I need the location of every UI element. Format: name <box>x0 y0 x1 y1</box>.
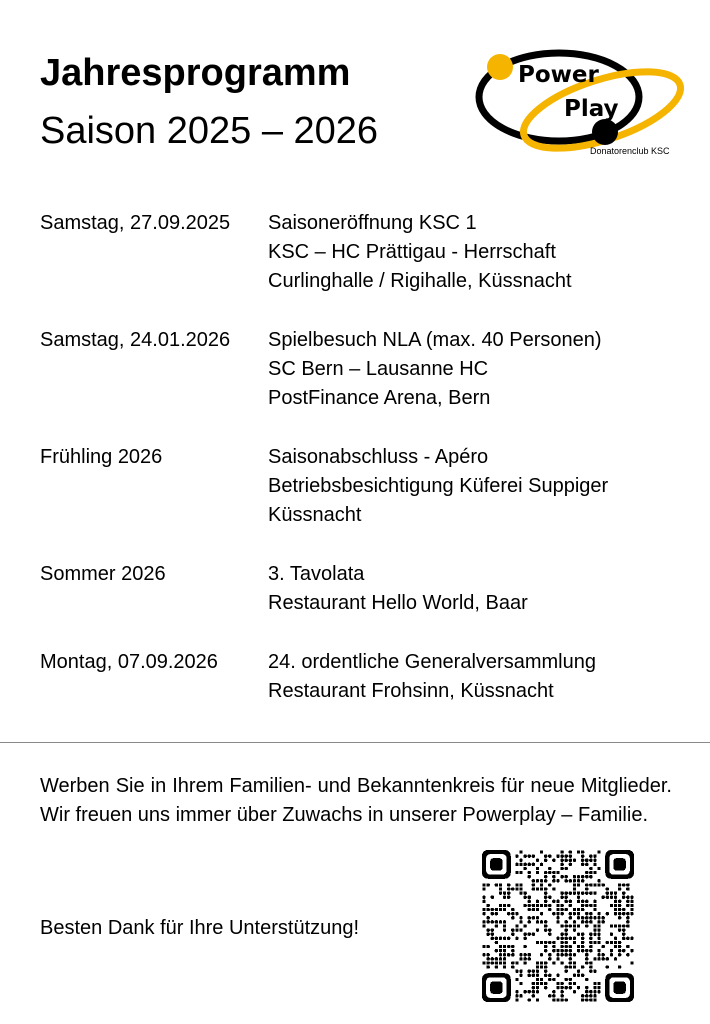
event-title: 24. ordentliche Generalversammlung <box>268 651 596 673</box>
logo-caption: Donatorenclub KSC <box>590 146 670 156</box>
event-item <box>40 648 680 706</box>
event-details <box>268 443 608 530</box>
event-title: Saisoneröffnung KSC 1 <box>268 212 477 234</box>
event-list <box>40 209 680 736</box>
recruitment-message: Werben Sie in Ihrem Familien- und Bekanntenkreis für neue Mitglieder. Wir freuen uns immer über Zuwachs in unserer Powerplay – Familie. <box>40 775 672 826</box>
event-item <box>40 326 680 413</box>
event-location: Restaurant Frohsinn, Küssnacht <box>268 680 554 702</box>
event-title: Saisonabschluss - Apéro <box>268 446 489 468</box>
event-title: Spielbesuch NLA (max. 40 Personen) <box>268 329 602 351</box>
event-date: Frühling 2026 <box>40 446 163 468</box>
event-date: Samstag, 27.09.2025 <box>40 212 231 234</box>
event-location: Küssnacht <box>268 504 362 526</box>
event-title: 3. Tavolata <box>268 563 365 585</box>
event-details <box>268 560 528 618</box>
event-item <box>40 209 680 296</box>
event-date: Samstag, 24.01.2026 <box>40 329 231 351</box>
logo-word-play: Play <box>564 96 619 122</box>
season-subtitle: Saison 2025 – 2026 <box>40 110 379 152</box>
event-location: Restaurant Hello World, Baar <box>268 592 528 614</box>
page-title: Jahresprogramm <box>40 52 351 94</box>
event-item <box>40 560 680 618</box>
event-detail: Betriebsbesichtigung Küferei Suppiger <box>268 475 609 497</box>
event-item <box>40 443 680 530</box>
event-details <box>268 648 596 706</box>
logo-yellow-ball <box>487 54 513 80</box>
logo-word-power: Power <box>518 62 599 88</box>
event-detail: KSC – HC Prättigau - Herrschaft <box>268 241 556 263</box>
thanks-text: Besten Dank für Ihre Unterstützung! <box>40 917 360 939</box>
event-details <box>268 209 572 296</box>
event-detail: SC Bern – Lausanne HC <box>268 358 489 380</box>
event-date: Sommer 2026 <box>40 563 166 585</box>
section-divider <box>0 742 710 743</box>
event-location: Curlinghalle / Rigihalle, Küssnacht <box>268 270 572 292</box>
logo-black-ball <box>592 119 618 145</box>
event-details <box>268 326 602 413</box>
event-location: PostFinance Arena, Bern <box>268 387 491 409</box>
qr-code[interactable] <box>482 850 634 1002</box>
event-date: Montag, 07.09.2026 <box>40 651 218 673</box>
